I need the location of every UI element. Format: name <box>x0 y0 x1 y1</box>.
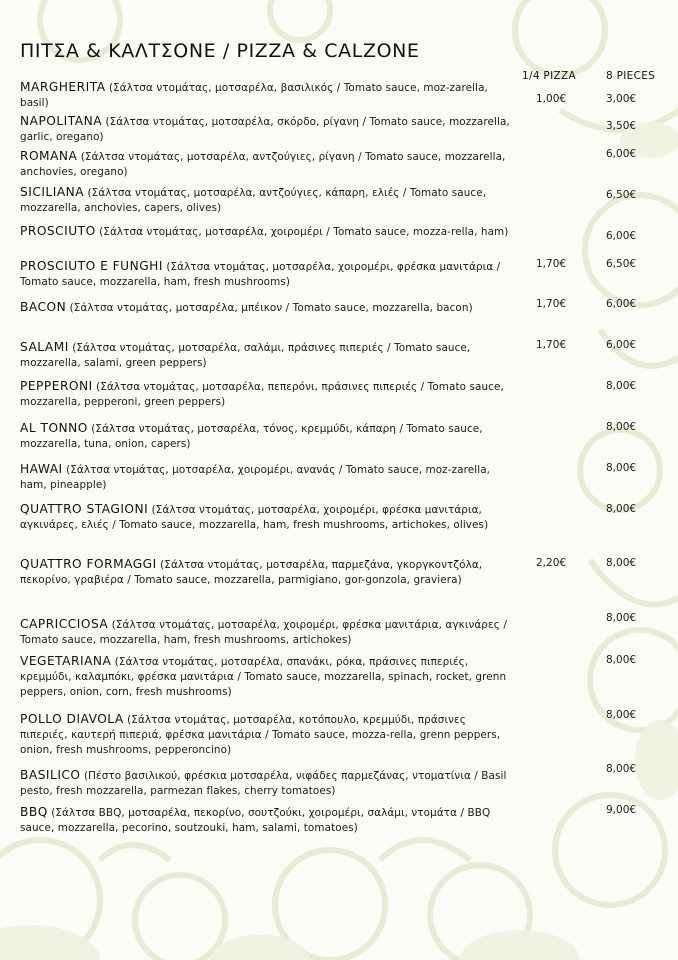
item-name: QUATTRO STAGIONI <box>20 502 149 516</box>
item-price-quarter: 1,70€ <box>536 339 567 351</box>
item-description: (Σάλτσα ντομάτας, μοτσαρέλα, μπέικον / Tomato sauce, mozzarella, bacon) <box>69 302 473 314</box>
item-description: (Σάλτσα ντομάτας, μοτσαρέλα, σαλάμι, πράσινες πιπεριές / Tomato sauce, mozzarella, salami, green peppers) <box>20 342 471 369</box>
menu-item <box>20 114 512 145</box>
item-name: NAPOLITANA <box>20 114 103 128</box>
item-name: QUATTRO FORMAGGI <box>20 557 157 571</box>
item-name: SALAMI <box>20 340 69 354</box>
item-name: AL TONNO <box>20 421 88 435</box>
item-description: (Σάλτσα ντομάτας, μοτσαρέλα, αντζούγιες, ρίγανη / Tomato sauce, mozzarella, anchovies, oregano) <box>20 151 506 178</box>
item-price-eight: 8,00€ <box>606 763 637 775</box>
item-description: (Σάλτσα ντομάτας, μοτσαρέλα, χοιρομέρι / Tomato sauce, mozza-rella, ham) <box>99 226 509 238</box>
item-price-eight: 8,00€ <box>606 709 637 721</box>
menu-item <box>20 712 512 758</box>
item-price-eight: 6,50€ <box>606 258 637 270</box>
item-name: CAPRICCIOSA <box>20 617 109 631</box>
menu-item <box>20 149 512 180</box>
item-name: VEGETARIANA <box>20 654 112 668</box>
item-description: (Σάλτσα ντομάτας, μοτσαρέλα, βασιλικός / Tomato sauce, moz-zarella, basil) <box>20 82 488 109</box>
item-price-eight: 3,00€ <box>606 93 637 105</box>
item-name: BACON <box>20 300 67 314</box>
item-name: PROSCIUTO E FUNGHI <box>20 259 163 273</box>
item-description: (Σάλτσα ντομάτας, μοτσαρέλα, τόνος, κρεμμύδι, κάπαρη / Tomato sauce, mozzarella, tuna, onion, capers) <box>20 423 483 450</box>
item-price-quarter: 1,70€ <box>536 298 567 310</box>
item-name: HAWAI <box>20 462 63 476</box>
menu-item <box>20 224 512 240</box>
item-price-eight: 6,50€ <box>606 189 637 201</box>
item-name: SICILIANA <box>20 185 85 199</box>
item-name: BASILICO <box>20 768 81 782</box>
menu-item <box>20 502 512 533</box>
menu-item <box>20 421 512 452</box>
item-description: (Σάλτσα ντομάτας, μοτσαρέλα, χοιρομέρι, φρέσκα μανιτάρια, αγκινάρες / Tomato sauce, mozzarella, ham, fresh mushrooms, artichokes) <box>20 619 507 646</box>
item-price-eight: 8,00€ <box>606 557 637 569</box>
column-header-quarter-pizza: 1/4 PIZZA <box>522 70 576 82</box>
item-price-quarter: 1,70€ <box>536 258 567 270</box>
item-description: (Σάλτσα ντομάτας, μοτσαρέλα, σκόρδο, ρίγανη / Tomato sauce, mozzarella, garlic, oregano) <box>20 116 510 143</box>
item-name: POLLO DIAVOLA <box>20 712 124 726</box>
item-price-eight: 6,00€ <box>606 230 637 242</box>
column-header-8-pieces: 8 PIECES <box>606 70 656 82</box>
item-price-quarter: 2,20€ <box>536 557 567 569</box>
item-name: PEPPERONI <box>20 379 93 393</box>
item-price-eight: 8,00€ <box>606 503 637 515</box>
menu-item <box>20 379 512 410</box>
item-description: (Σάλτσα ντομάτας, μοτσαρέλα, σπανάκι, ρόκα, πράσινες πιπεριές, κρεμμύδι, καλαμπόκι, φρέσκα μανιτάρια / Tomato sauce, mozzarella, spinach, rocket, grenn peppers, onion, corn, fresh mushrooms) <box>20 656 507 698</box>
menu-item <box>20 462 512 493</box>
item-name: MARGHERITA <box>20 80 106 94</box>
item-price-eight: 6,00€ <box>606 148 637 160</box>
item-description: (Σάλτσα ντομάτας, μοτσαρέλα, χοιρομέρι, φρέσκα μανιτάρια, αγκινάρες, ελιές / Tomato sauce, mozzarella, ham, fresh mushrooms, artichokes, olives) <box>20 504 489 531</box>
item-price-eight: 8,00€ <box>606 654 637 666</box>
menu-item <box>20 805 512 836</box>
item-price-eight: 8,00€ <box>606 380 637 392</box>
menu-item <box>20 768 512 799</box>
item-price-eight: 8,00€ <box>606 462 637 474</box>
item-name: PROSCIUTO <box>20 224 96 238</box>
item-name: BBQ <box>20 805 48 819</box>
item-price-eight: 6,00€ <box>606 339 637 351</box>
menu-item <box>20 654 512 700</box>
item-price-quarter: 1,00€ <box>536 93 567 105</box>
item-description: (Σάλτσα ντομάτας, μοτσαρέλα, χοιρομέρι, ανανάς / Tomato sauce, moz-zarella, ham, pineapple) <box>20 464 491 491</box>
item-description: (Σάλτσα ντομάτας, μοτσαρέλα, αντζούγιες, κάπαρη, ελιές / Tomato sauce, mozzarella, anchovies, capers, olives) <box>20 187 487 214</box>
menu-item <box>20 617 512 648</box>
item-price-eight: 8,00€ <box>606 612 637 624</box>
menu-item <box>20 340 512 371</box>
menu-item <box>20 185 512 216</box>
page-title: ΠΙΤΣΑ & ΚΑΛΤΣΟΝΕ / PIZZA & CALZONE <box>20 40 420 62</box>
item-price-eight: 9,00€ <box>606 804 637 816</box>
item-description: (Σάλτσα BBQ, μοτσαρέλα, πεκορίνο, σουτζούκι, χοιρομέρι, σαλάμι, ντομάτα / BBQ sauce, mozzarella, pecorino, soutzouki, ham, salami, tomatoes) <box>20 807 491 834</box>
item-price-eight: 3,50€ <box>606 120 637 132</box>
item-description: (Σάλτσα ντομάτας, μοτσαρέλα, χοιρομέρι, φρέσκα μανιτάρια / Tomato sauce, mozzarella, ham, fresh mushrooms) <box>20 261 501 288</box>
item-price-eight: 8,00€ <box>606 421 637 433</box>
item-price-eight: 6,00€ <box>606 298 637 310</box>
item-description: (Σάλτσα ντομάτας, μοτσαρέλα, κοτόπουλο, κρεμμύδι, πράσινες πιπεριές, καυτερή πιπεριά, φρέσκα μανιτάρια / Tomato sauce, mozza-rella, grenn peppers, onion, fresh mushrooms, pepperoncino) <box>20 714 501 756</box>
item-description: (Σάλτσα ντομάτας, μοτσαρέλα, πεπερόνι, πράσινες πιπεριές / Tomato sauce, mozzarella, pepperoni, green peppers) <box>20 381 504 408</box>
menu-item <box>20 557 512 588</box>
menu-item <box>20 80 512 111</box>
item-description: (Πέστο βασιλικού, φρέσκια μοτσαρέλα, νιφάδες παρμεζάνας, ντοματίνια / Basil pesto, fresh mozzarella, parmezan flakes, cherry tomatoes) <box>20 770 507 797</box>
menu-item <box>20 259 512 290</box>
menu-item <box>20 300 512 316</box>
item-name: ROMANA <box>20 149 78 163</box>
item-description: (Σάλτσα ντομάτας, μοτσαρέλα, παρμεζάνα, γκοργκοντζόλα, πεκορίνο, γραβιέρα / Tomato sauce, mozzarella, parmigiano, gor-gonzola, graviera) <box>20 559 483 586</box>
